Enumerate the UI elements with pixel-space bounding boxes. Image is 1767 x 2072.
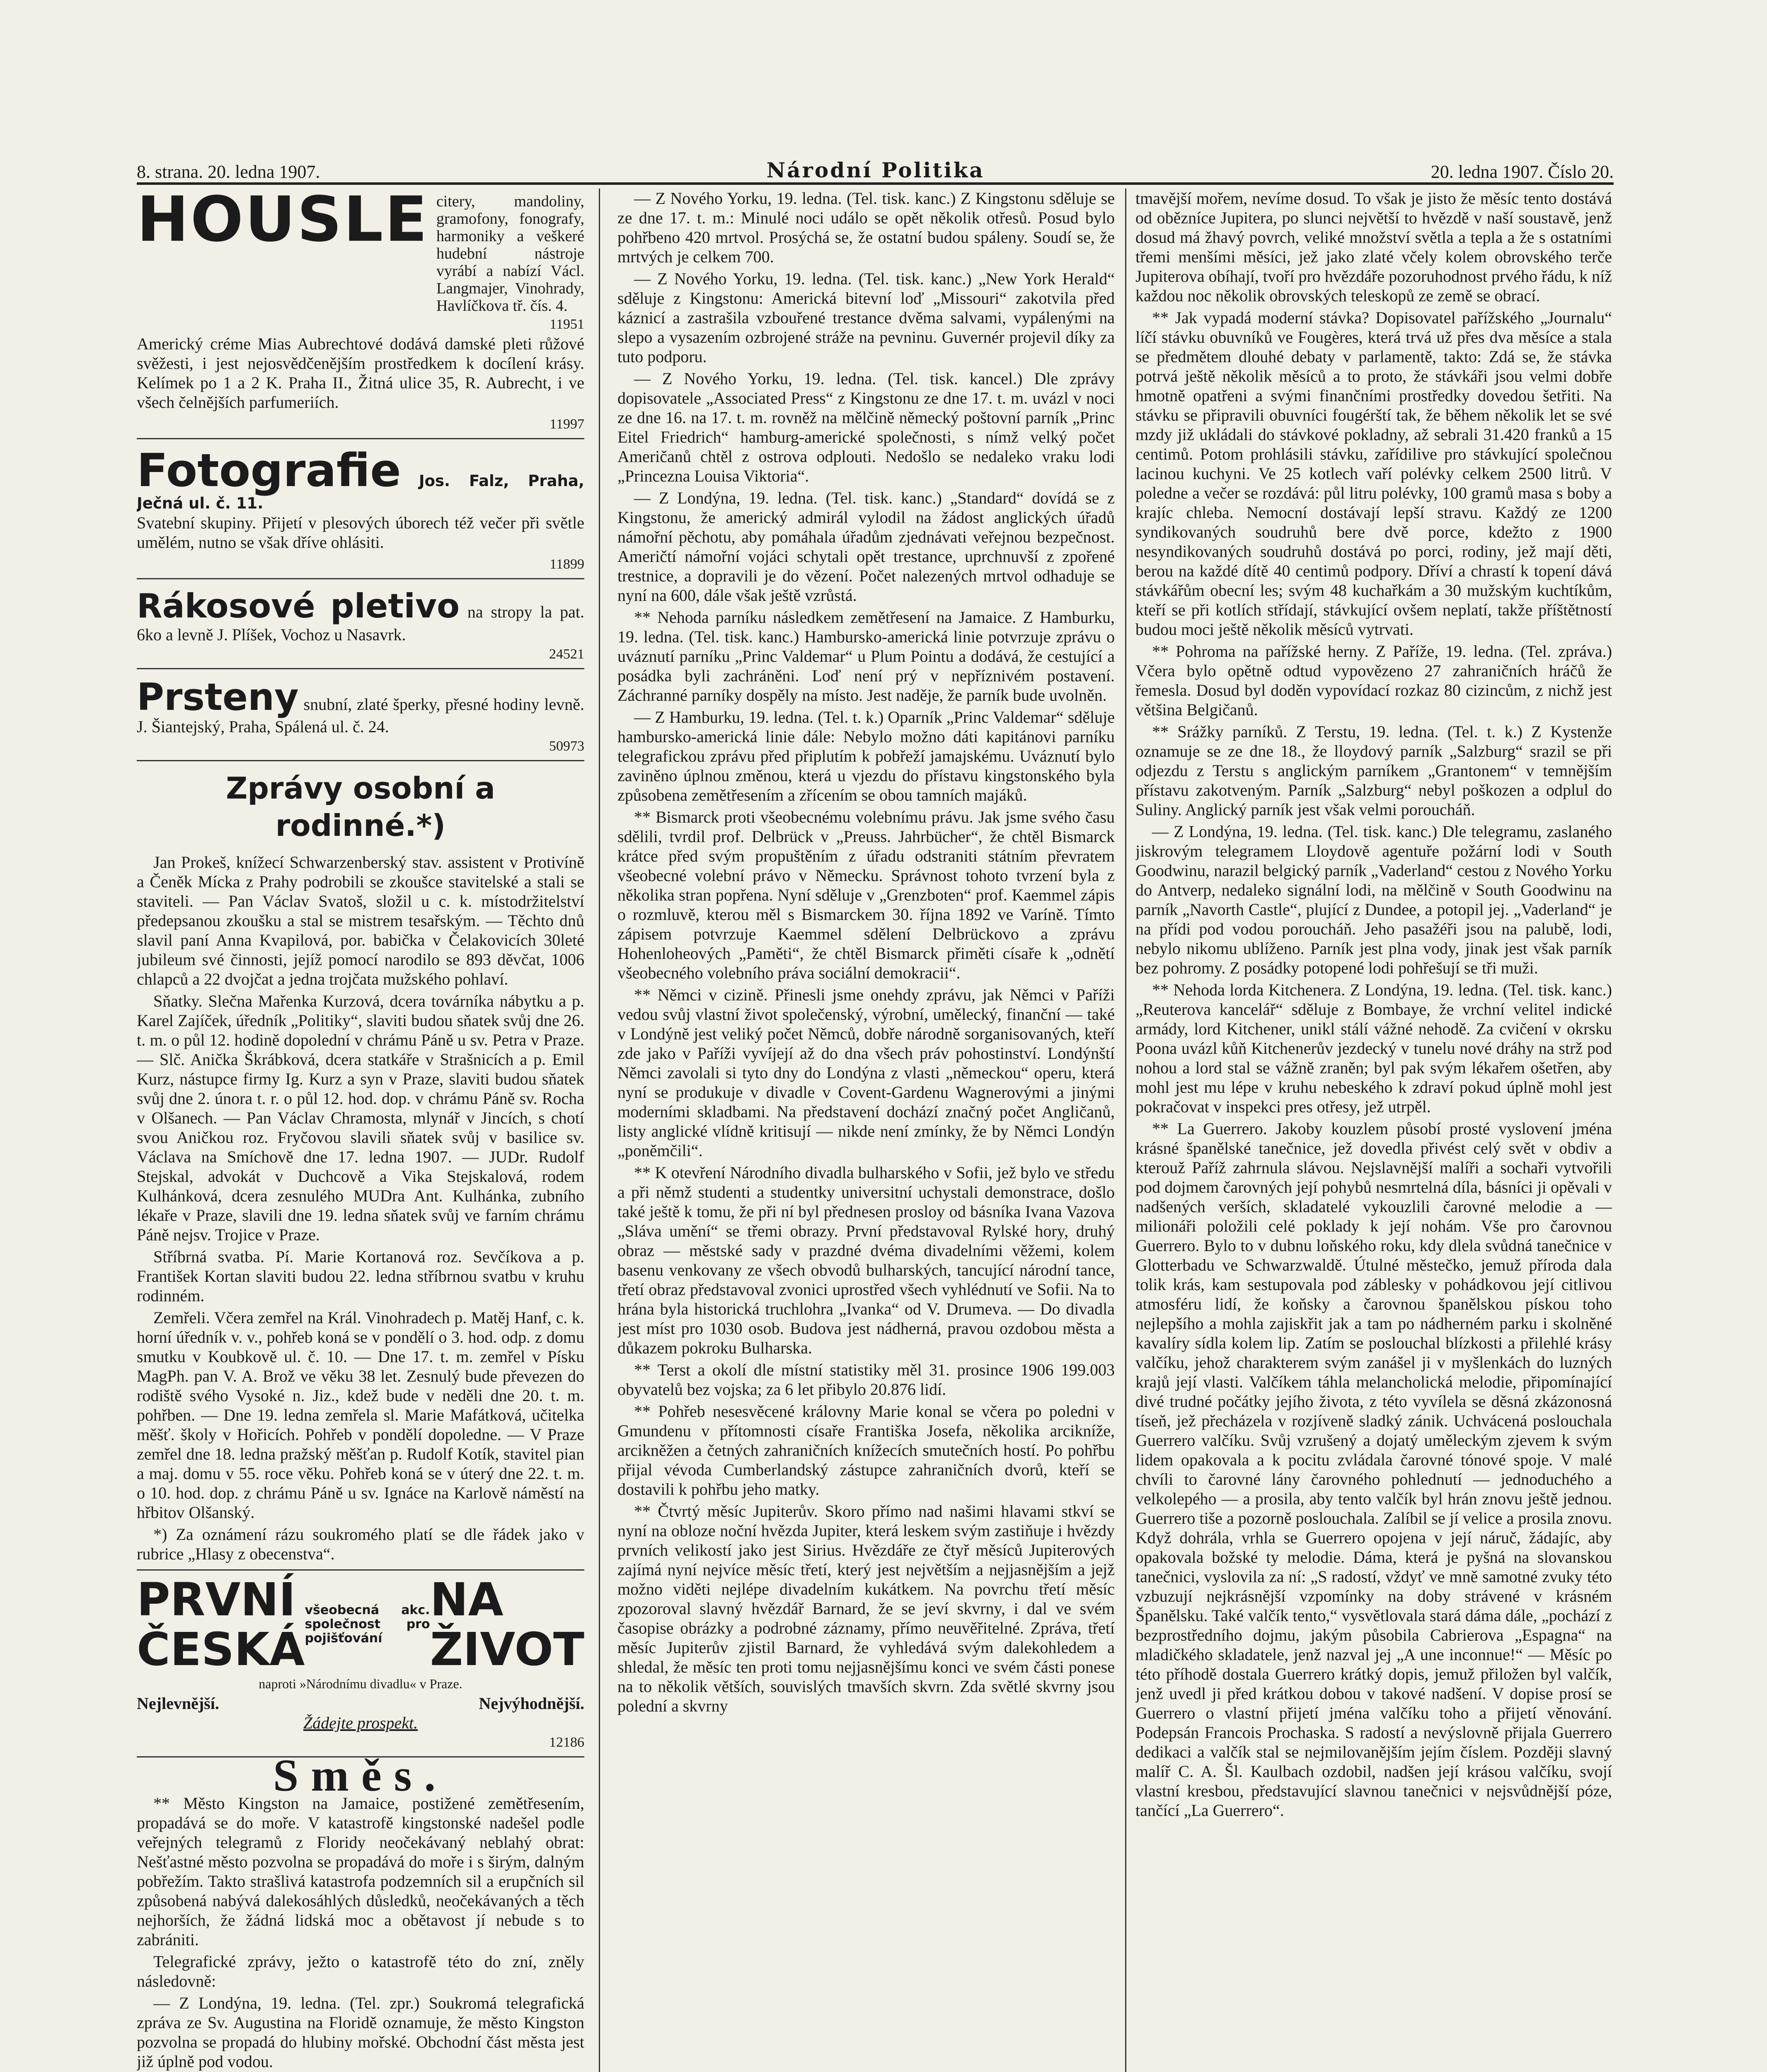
article-paragraph: ** Čtvrtý měsíc Jupiterův. Skoro přímo nad našimi hlavami stkví se nyní na obloze noční hvězda Jupiter, která leskem svým zastiňuje i hvězdy prvních velikostí jako jest Sirius. Hvězdáře ze čtyř měsíců Jupiterových zajímá nyní nejvíce měsíc třetí, který jest největším a nejjasnějším a jejž možno viděti nejlépe divadelním kukátkem. Na povrchu třetí měsíc zpozoroval slavný hvězdář Barnard, že se jeví skvrny, i dal ve svém časopise obrázky a podrobné záznamy, přímo neuvěřitelné. Zpráva, třetí měsíc Jupiterův zjistil Barnard, že vyhledává svým dalekohledem a shledal, že měsíc ten proti tomu nejjasnějšímu konci ve svém části ponese na to několik větších, souvislých tmavších skvrn. Zda světlé skvrny jsou polední a skvrny [617, 1502, 1115, 1715]
article-paragraph: Stříbrná svatba. Pí. Marie Kortanová roz. Sevčíkova a p. František Kortan slaviti budou 22. ledna stříbrnou svatbu v kruhu rodinném. [137, 1247, 584, 1305]
ad-prsteny-text: snubní, zlaté šperky, přesné hodiny levně. J. Šiantejský, Praha, Spálená ul. č. 24. [137, 695, 584, 736]
article-paragraph: — Z Nového Yorku, 19. ledna. (Tel. tisk. kancel.) Dle zprávy dopisovatele „Associated Press“ z Kingstonu ze dne 17. t. m. uvázl v noci ze dne 16. na 17. t. m. rovněž na mělčině německý poštovní parník „Princ Eitel Friedrich“ hamburg-americké společnosti, s nímž velký počet Američanů chtěl z ostrova odplouti. Nedošlo se nedaleko vraku lodi „Princezna Louisa Viktoria“. [617, 369, 1115, 485]
ad-creme: Americký créme Mias Aubrechtové dodává damské pleti růžové svěžesti, i jest nejosvědčenějším prostředkem k docílení krásy. Kelímek po 1 a 2 K. Praha II., Žitná ulice 35, R. Aubrecht, i ve všech čelnějších parfumeriích. [137, 334, 584, 411]
ad-housle [137, 189, 584, 439]
article-paragraph: tmavější mořem, nevíme dosud. To však je jisto že měsíc tento dostává od obězníce Jupitera, po slunci největší to hvězdě v naší soustavě, jenž dosud má žhavý povrch, veliké množství světla a tepla a že s ostatními třemi menšími měsíci, jež jako zlaté včely kolem obrovského terče Jupiterova obíhají, tvoří pro hvězdáře pozoruhodnost prvého řádu, k níž každou noc několik obrovských teleskopů ze země se obrací. [1135, 189, 1612, 305]
article-paragraph: Jan Prokeš, knížecí Schwarzenberský stav. assistent v Protivíně a Čeněk Mícka z Prahy podrobili se zkoušce stavitelské a stali se staviteli. — Pan Václav Svatoš, složil u c. k. místodržitelství předepsanou zkoušku a stal se mistrem tesařským. — Těchto dnů slavil paní Anna Kvapilová, por. babička v Čelakovicích 30leté jubileum své činnosti, jejíž pomocí narodilo se 893 děvčat, 1006 chlapců a 22 dvojčat a jedna trojčata mužského pohlaví. [137, 853, 584, 988]
ad-prvni-mid: všeobecná akc. společnost pro pojišťování [305, 1603, 430, 1646]
ad-number: 50973 [549, 738, 584, 754]
ad-fotografie-text: Svatební skupiny. Přijetí v plesových úborech též večer při světle umělém, nutno se však dříve ohlásiti. [137, 513, 584, 552]
article-paragraph: ** La Guerrero. Jakoby kouzlem působí prosté vyslovení jména krásné španělské tanečnice, jež dovedla přivést celý svět v obdiv a kterouž Paříž zahrnula slávou. Nejslavnější malíři a sochaři vytvořili pod dojmem čarovných její pohybů nesmrtelná díla, básníci ji opěvali v nadšených verších, skladatelé vykouzlili čarovné melodie a — milionáři položili celé poklady k její nohám. Vše pro čarovnou Guerrero. Bylo to v dubnu loňského roku, kdy dlela svůdná tanečnice v Glotterbadu ve Schwarzwaldě. Útulné městečko, jemuž příroda dala tolik krás, kam sestupovala pod záblesky v pohádkovou její citlivou atmosféru lidí, že koňsky a čarovnou španělskou pískou toho nejlepšího a mohla zajiskřit jak a tam po nádherném parku i skolněné kavalíry sídla kolem lip. Zatím se poslouchal blízkosti a přilehlé krásy valčíku, jehož charakterem svým zanášel ji v myšlenkách do luzných krajů její vlasti. Valčíkem táhla melancholická melodie, připomínající divé trudné počátky jejího života, z této vyvílela se děsná zkázonosná tíseň, jež přecházela v rozjíveně sladký zánik. Uchvácená poslouchala Guerrero valčíku. Svůj vzrušený a dojatý uměleckým zjevem k svým lidem opakovala a k pocitu zvládala čarovné tónové spoje. V malé chvíli to čarovné lány čarovného pohlednutí — jednoduchého a velkolepého — a prosila, aby tento valčík byl hrán znovu ještě jednou. Guerrero tiše a pozorně poslouchala. Zalíbil se jí velice a prosila znovu. Když dohrála, vrhla se Guerrero opojena v její náruč, žádajíc, aby opakovala božské ty melodie. Dáma, která je pyšná na slovanskou tanečnici, vyslovila za ní: „S radostí, vždyť ve mně samotné zvuky této vzbuzují nejkrásnější vzpomínky na doby strávené v krásném Španělsku. Také valčík tento,“ vysvětlovala stará dáma dále, „pochází z bezprostředního dojmu, jakým působila Cabrierova „Espagna“ na mladičkého skladatele, jenž nazval jej „A une inconnue!“ — Měsíc po této příhodě dostala Guerrero krátký dopis, jemuž přiložen byl valčík, jenž uvedl ji před krátkou dobou v takové nadšení. V dopise prosí se Guerrero o vlastní přijetí jména valčíku toho a přijetí věnování. Podepsán Francois Prochaska. S radostí a nevýslovně přijala Guerrero dedikaci a valčík stal se nejmilovanějším jejím číslem. Později slavný malíř C. A. Šl. Kaulbach ozdobil, nadšen její krásou valčíku, svojí vlastní kresbou, představující slavnou tanečnici v nejsvůdnější póze, tančící „La Guerrero“. [1135, 1119, 1612, 1820]
ad-number: 24521 [549, 646, 584, 662]
ad-rakosove [137, 583, 584, 669]
column-rule [1125, 189, 1126, 2072]
ad-prvni-request: Žádejte prospekt. [303, 1714, 418, 1732]
ad-rakosove-word: Rákosové pletivo [137, 587, 460, 625]
article-paragraph: ** Bismarck proti všeobecnému volebnímu právu. Jak jsme svého času sdělili, tvrdil prof. Delbrück v „Preuss. Jahrbücher“, že chtěl Bismarck krátce před svým propuštěním z úřadu odstraniti státním převratem všeobecné volební právo v Německu. Správnost tohoto tvrzení byla z několika stran popřena. Nyní sděluje v „Grenzboten“ prof. Kaemmel zápis o rozmluvě, kterou měl s Bismarckem 30. října 1892 ve Varíně. Tímto zápisem potvrzuje Kaemmel sdělení Delbrückovo a zprávu Hohenloheových „Paměti“, že chtěl Bismarck přiměti císaře k „odnětí všeobecného volebního práva sociální demokracii“. [617, 808, 1115, 982]
article-paragraph: — Z Londýna, 19. ledna. (Tel. tisk. kanc.) Dle telegramu, zaslaného jiskrovým telegramem Lloydově agentuře požární lodi v South Goodwinu, narazil belgický parník „Vaderland“ cestou z Nového Yorku do Antverp, nedaleko signální lodi, na mělčině v South Goodwinu na parník „Navorth Castle“, plující z Dundee, a potopil jej. „Vaderland“ je na přídi pod vodou poroucháň. Jeho pasažéři jsou na palubě, lodi, nebylo nikomu ublíženo. Parník jest plna vody, jinak jest však parník bez pohromy. Z posádky potopené lodi pohřešují se tři muži. [1135, 822, 1612, 977]
column-1 [137, 189, 584, 2072]
article-paragraph: Zemřeli. Včera zemřel na Král. Vinohradech p. Matěj Hanf, c. k. horní úředník v. v., pohřeb koná se v pondělí o 3. hod. odp. z domu smutku v Koubkově ul. č. 10. — Dne 17. t. m. zemřel v Písku MagPh. pan V. A. Brož ve věku 38 let. Zesnulý bude převezen do rodiště svého Vysoké n. Jiz., kdež bude v neděli dne 20. t. m. pohřben. — Dne 19. ledna zemřela sl. Marie Mafátková, učitelka měšť. školy v Hořicích. Pohřeb v pondělí dopoledne. — V Praze zemřel dne 18. ledna pražský měšťan p. Rudolf Kotík, stavitel pian a maj. domu v 55. roce věku. Pohřeb koná se v úterý dne 22. t. m. o 10. hod. dop. z chrámu Páně u sv. Ignáce na Karlově náměstí na hřbitov Olšanský. [137, 1308, 584, 1522]
ad-housle-text: citery, mandoliny, gramofony, fonografy, harmoniky a veškeré hudební nástroje vyrábí a nabízí Václ. Langmajer, Vinohrady, Havlíčkova tř. čís. 4. [436, 193, 584, 315]
ad-rakosove-text: na stropy la pat. 6ko a levně J. Plíšek, Vochoz u Nasavrk. [137, 603, 584, 644]
ad-prvni-best: Nejvýhodnější. [479, 1694, 584, 1713]
ad-fotografie-address: Jos. Falz, Praha, Ječná ul. č. 11. [137, 472, 584, 512]
article-paragraph: ** Nehoda parníku následkem zemětřesení na Jamaice. Z Hamburku, 19. ledna. (Tel. tisk. kanc.) Hambursko-americká linie potvrzuje zprávu o uváznutí parníku „Princ Valdemar“ u Plum Pointu a dodává, že cestující a posádka byli zachráněni. Loď není prý v nepříznivém postavení. Záchranné parníky dospěly na místo. Jest naděje, že parník bude uvolněn. [617, 608, 1115, 704]
article-paragraph: ** Město Kingston na Jamaice, postižené zemětřesením, propadává se do moře. V katastrofě kingstonské nadešel podle veřejných telegramů z Floridy neočekávaný neblahý obrat: Nešťastné město pozvolna se propadává do moře i s širým, dalným pobřežím. Takto strašlivá katastrofa podzemních sil a erupčních sil způsobená nabývá dalekosáhlých důsledků, neočekávaných a těch nejhorších, že žádná lidská moc a obětavost jí nebude s to zabrániti. [137, 1794, 584, 1949]
ad-prvni-left: PRVNÍ ČESKÁ [137, 1573, 305, 1676]
column-3 [1135, 189, 1612, 2072]
masthead-title: Národní Politika [766, 158, 985, 182]
ad-number: 11951 [549, 317, 584, 332]
article-paragraph: — Z Hamburku, 19. ledna. (Tel. t. k.) Oparník „Princ Valdemar“ sděluje hambursko-americká linie dále: Nebylo možno dáti kapitánovi parníku telegrafickou zprávu před připlutím k pobřeží jamajskému. Uváznutí bylo zaviněno úplnou změnou, která u vjezdu do přístavu kingstonského byla způsobena zemětřesením a zřícením se obou tamních majáků. [617, 708, 1115, 804]
article-paragraph: ** Srážky parníků. Z Terstu, 19. ledna. (Tel. t. k.) Z Kystenže oznamuje se ze dne 18., že lloydový parník „Salzburg“ srazil se při odjezdu z Terstu s anglickým parníkem „Grantonem“ v temnějším přístavu zakotveným. Parník „Salzburg“ nebyl poškozen a odplul do Suliny. Anglický parník jest však velmi poroucháň. [1135, 722, 1612, 819]
article-paragraph: ** K otevření Národního divadla bulharského v Sofii, jež bylo ve středu a při němž studenti a studentky universitní uchystali demonstrace, došlo také ještě k tomu, že při ní byl přednesen prosloy od básníka Ivana Vazova „Sláva umění“ se třemi obrazy. První představoval Rylské hory, druhý obraz — městské sady v prazdné dvéma divadelními věžemi, kolem basenu venkovany ze všech obvodů bulharských, tancující národní tance, třetí obraz představoval zvonici uprostřed všech vyhlédnutí ve Sofii. Na to hrána byla historická truchlohra „Ivanka“ od V. Drumeva. — Do divadla jest míst pro 1030 osob. Budova jest nádherná, pravou ozdobou města a důkazem pokroku Bulharska. [617, 1163, 1115, 1357]
article-paragraph: ** Jak vypadá moderní stávka? Dopisovatel pařížského „Journalu“ líčí stávku obuvníků ve Fougères, která trvá už přes dva měsíce a stala se předmětem dlouhé debaty v parlamentě, takto: Zdá se, že stávka potrvá ještě několik měsíců a to proto, že stávkáři jsou velmi dobře hmotně opatřeni a svými finančními prostředky dovedou šetřiti. Na stávku se připravili obuvníci fougérští tak, že během několik let se své mzdy již ukládali do stávkové pokladny, až sebrali 31.420 franků a 15 centimů. Potom prohlásili stávku, zařídilive pro stávkující společnou lacinou kuchyni. Ve 25 kotlech vaří polévky celkem 2500 litrů. V poledne a večer se rozdává: půl litru polévky, 100 gramů masa s boby a krajíc chleba. Nemocní dostávají lepší stravu. Každý ze 1200 syndikovaných soudruhů bere dvě porce, kdežto z 1900 nesyndikovaných soudruhů dostává po porci, rodiny, jež mají děti, berou na každé dítě 40 centimů podpory. Dříví a chrastí k topení dává stávkářům obecní les; svým 48 kuchařkám a 30 mužským kuchtíkům, kteří se při kotlích střídají, stávkující ovšem neplatí, takže příštětností budou moci ještě několik měsíců vytrvati. [1135, 308, 1612, 639]
article-paragraph: ** Pohroma na pařížské herny. Z Paříže, 19. ledna. (Tel. zpráva.) Včera bylo opětně odtud vypovězeno 27 zahraničních hráčů že řemesla. Dosud byl doděn vypovídací rozkaz 80 cizincům, z nichž jest většina Belgičanů. [1135, 642, 1612, 719]
page-header [137, 149, 1614, 185]
article-paragraph: ** Nehoda lorda Kitchenera. Z Londýna, 19. ledna. (Tel. tisk. kanc.) „Reuterova kancelář“ sděluje z Bombaye, že vrchní velitel indické armády, lord Kitchener, unikl stálí vážné nehodě. Za cvičení v okrsku Poona uvázl kůň Kitchenerův jezdecký v tunelu nové dráhy na strž pod nohou a lord stal se vážně zraněn; byl pak svým lékařem ošetřen, aby mohl jest mu lépe v kruhu nebeského k zdraví pokud úplně mohl jest pokračovat v inspekci pres otřesy, jež utrpěl. [1135, 980, 1612, 1116]
header-left: 8. strana. 20. ledna 1907. [137, 162, 320, 182]
article-paragraph: Sňatky. Slečna Mařenka Kurzová, dcera továrníka nábytku a p. Karel Zajíček, úředník „Politiky“, slaviti budou sňatek svůj dne 26. t. m. o půl 12. hodině dopolední v chrámu Páně u sv. Petra v Praze. — Slč. Anička Škrábková, dcera statkáře v Strašnicích a p. Emil Kurz, nástupce firmy Ig. Kurz a syn v Praze, slaviti budou sňatek svůj dne 2. února t. r. o půl 12. hod. dop. v chrámu Páně sv. Rocha v Olšanech. — Pan Václav Chramosta, mlynář v Jincích, s chotí svou Aničkou roz. Fryčovou slavili sňatek svůj v basilice sv. Václava na Smíchově dne 17. ledna 1907. — JUDr. Rudolf Stejskal, advokát v Duchcově a Vika Stejskalová, rodem Kulhánková, dcera zesnulého MUDra Ant. Kulhánka, zubního lékaře v Praze, slavili dne 19. ledna sňatek svůj ve farním chrámu Páně nejsv. Trojice v Praze. [137, 992, 584, 1244]
column-2 [617, 189, 1115, 2072]
article-paragraph: — Z Londýna, 19. ledna. (Tel. zpr.) Soukromá telegrafická zpráva ze Sv. Augustina na Floridě oznamuje, že město Kingston pozvolna se propadá do hlubiny mořské. Obchodní část města jest již úplně pod vodou. [137, 1994, 584, 2071]
ad-prvni-ceska [137, 1569, 584, 1757]
column-rule [599, 189, 600, 2072]
ad-prvni-cheapest: Nejlevnější. [137, 1694, 219, 1713]
ad-prvni-right: NA ŽIVOT [430, 1573, 584, 1676]
ad-prsteny-word: Prsteny [137, 675, 299, 719]
article-paragraph: ** Terst a okolí dle místní statistiky měl 31. prosince 1906 199.003 obyvatelů bez vojska; za 6 let přibylo 20.876 lidí. [617, 1360, 1115, 1399]
article-paragraph: ** Němci v cizině. Přinesli jsme onehdy zprávu, jak Němci v Paříži vedou svůj vlastní život společenský, výrobní, umělecký, finanční — také v Londýně jest veliký počet Němců, dobře národně sorganisovaných, kteří zde jako v Paříži vyvíjejí až do dna všech práv pohostinství. Londýnští Němci zavolali si tyto dny do Londýna z vlasti „německou“ operu, která nyní se produkuje v divadle v Covent-Gardenu Wagnerovými a jinými moderními skladbami. Na představení dochází značný počet Angličanů, listy anglické vlídně kritisují — nikde není zmínky, že by Němci Londýn „poněmčili“. [617, 985, 1115, 1160]
section-heading: Zprávy osobní a rodinné.*) [226, 771, 495, 843]
ad-number: 11899 [549, 557, 584, 572]
article-paragraph: — Z Nového Yorku, 19. ledna. (Tel. tisk. kanc.) „New York Herald“ sděluje z Kingstonu: Americká bitevní loď „Missouri“ zakotvila před káznicí a zastrašila vzbouřené trestance dvěma salvami, vypálenými na slepo a vysazením ozbrojené stráže na pevninu. Guvernér projevil díky za tuto podporu. [617, 269, 1115, 366]
ad-prsteny [137, 673, 584, 761]
ad-number: 12186 [549, 1735, 584, 1750]
article-paragraph: ** Pohřeb nesesvěcené královny Marie konal se včera po poledni v Gmundenu v přítomnosti císaře Františka Josefa, několika arcikníže, arcikněžen a četných zahraničních knížecích smutečních hostí. Po pohřbu přijal vévoda Cumberlandský zástupce zahraničních dvorů, kteří se dostavili k pohřbu jeho matky. [617, 1402, 1115, 1498]
ad-prvni-sub: naproti »Národnímu divadlu« v Praze. [259, 1676, 462, 1691]
ad-housle-word: HOUSLE [137, 189, 429, 256]
ad-fotografie [137, 443, 584, 579]
article-paragraph: — Z Londýna, 19. ledna. (Tel. tisk. kanc.) „Standard“ dovídá se z Kingstonu, že americký admirál vylodil na žádost anglických úřadů námořní pěchotu, aby pomáhala úřadům zjednávati veřejnou bezpečnost. Američtí námořní vojáci schytali opět trestance, uprchnuvší z zpořené trestnice, a dopravili je do vězení. Počet nalezených mrtvol odhaduje se nyní na 600, dále však ještě vzrůstá. [617, 489, 1115, 605]
article-paragraph: — Z Nového Yorku, 19. ledna. (Tel. tisk. kanc.) Z Kingstonu sděluje se ze dne 17. t. m.: Minulé noci událo se opět několik otřesů. Posud bylo pohřbeno 420 mrtvol. Prosýchá se, že ostatní budou spáleny. Soudí se, že mrtvých je celkem 700. [617, 189, 1115, 266]
article-paragraph: Telegrafické zprávy, ježto o katastrofě této do zní, zněly následovně: [137, 1952, 584, 1990]
ad-fotografie-word: Fotografie [137, 444, 401, 497]
section-heading-smes: Směs. [273, 1750, 448, 1801]
ad-number: 11997 [549, 416, 584, 432]
footnote: *) Za oznámení rázu soukromého platí se dle řádek jako v rubrice „Hlasy z obecenstva“. [137, 1525, 584, 1563]
header-right: 20. ledna 1907. Číslo 20. [1431, 162, 1614, 182]
